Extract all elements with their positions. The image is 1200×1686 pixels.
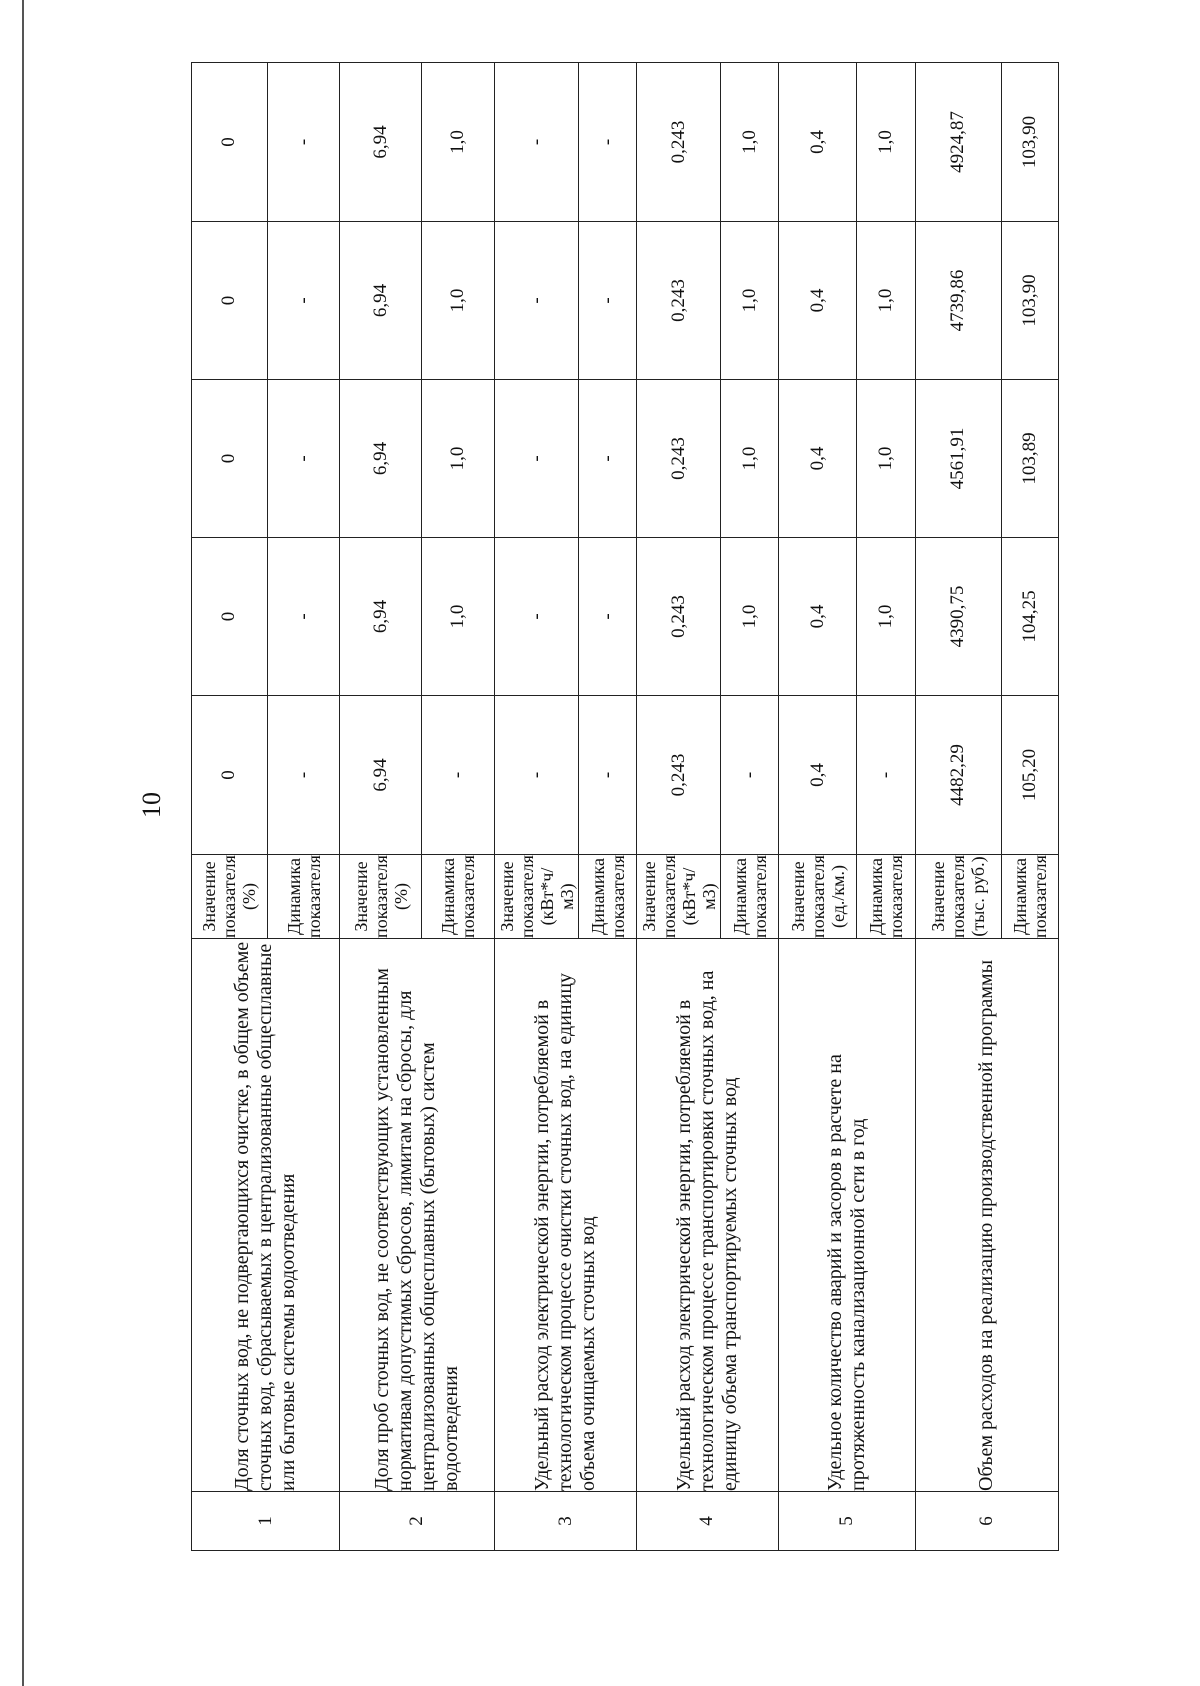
dynamics-cell: -: [579, 380, 637, 538]
value-cell: 4924,87: [915, 63, 1001, 222]
value-cell: -: [495, 696, 579, 855]
value-cell: -: [495, 222, 579, 380]
dynamics-label: Динамика показателя: [422, 855, 495, 939]
page-number: 10: [137, 792, 166, 818]
dynamics-cell: 1,0: [422, 63, 495, 222]
dynamics-cell: 1,0: [857, 222, 915, 380]
dynamics-cell: -: [579, 63, 637, 222]
indicator-description: Доля проб сточных вод, не соответствующих установленным нормативам допустимых сбросов, лимитам на сбросы, для централизованных общесплавных (бытовых) систем водоотведения: [340, 939, 495, 1492]
value-cell: 0: [192, 63, 268, 222]
value-cell: 0,4: [778, 380, 857, 538]
dynamics-cell: -: [267, 222, 340, 380]
dynamics-cell: 1,0: [422, 222, 495, 380]
dynamics-cell: 1,0: [721, 63, 778, 222]
value-cell: 0,243: [637, 63, 721, 222]
row-number: 5: [778, 1492, 915, 1551]
dynamics-cell: -: [857, 696, 915, 855]
dynamics-label: Динамика показателя: [857, 855, 915, 939]
scan-edge-line: [22, 0, 24, 1686]
table-row: [495, 63, 579, 1551]
dynamics-cell: -: [267, 380, 340, 538]
indicator-description: Удельный расход электрической энергии, потребляемой в технологическом процессе очистки сточных вод, на единицу объема очищаемых сточных вод: [495, 939, 637, 1492]
dynamics-cell: 1,0: [422, 380, 495, 538]
row-number: 4: [637, 1492, 778, 1551]
table-row: [637, 63, 721, 1551]
value-cell: 0: [192, 380, 268, 538]
indicator-description: Удельный расход электрической энергии, потребляемой в технологическом процессе транспортировки сточных вод, на единицу объема транспортируемых сточных вод: [637, 939, 778, 1492]
dynamics-label: Динамика показателя: [579, 855, 637, 939]
dynamics-cell: -: [422, 696, 495, 855]
dynamics-cell: -: [267, 538, 340, 696]
row-number: 2: [340, 1492, 495, 1551]
value-cell: -: [495, 63, 579, 222]
value-cell: 6,94: [340, 222, 422, 380]
value-cell: -: [495, 538, 579, 696]
value-cell: 0: [192, 222, 268, 380]
dynamics-cell: 1,0: [422, 538, 495, 696]
value-label: Значение показателя (%): [192, 855, 268, 939]
dynamics-cell: 103,89: [1001, 380, 1058, 538]
value-cell: -: [495, 380, 579, 538]
value-cell: 4561,91: [915, 380, 1001, 538]
dynamics-cell: -: [721, 696, 778, 855]
value-cell: 0,4: [778, 538, 857, 696]
value-cell: 0,4: [778, 222, 857, 380]
dynamics-cell: 1,0: [721, 538, 778, 696]
value-cell: 6,94: [340, 380, 422, 538]
value-cell: 0,4: [778, 696, 857, 855]
table-row: [778, 63, 857, 1551]
dynamics-cell: 104,25: [1001, 538, 1058, 696]
value-cell: 0,4: [778, 63, 857, 222]
indicator-description: Доля сточных вод, не подвергающихся очистке, в общем объеме сточных вод, сбрасываемых в централизованные общесплавные или бытовые системы водоотведения: [192, 939, 340, 1492]
value-cell: 0: [192, 538, 268, 696]
row-number: 6: [915, 1492, 1058, 1551]
value-cell: 0: [192, 696, 268, 855]
dynamics-cell: 103,90: [1001, 63, 1058, 222]
dynamics-cell: -: [267, 63, 340, 222]
dynamics-cell: 1,0: [857, 380, 915, 538]
value-label: Значение показателя (ед./км.): [778, 855, 857, 939]
dynamics-cell: 1,0: [721, 222, 778, 380]
value-cell: 4739,86: [915, 222, 1001, 380]
value-label: Значение показателя (тыс. руб.): [915, 855, 1001, 939]
table-row: [192, 63, 268, 1551]
dynamics-cell: 105,20: [1001, 696, 1058, 855]
value-cell: 6,94: [340, 696, 422, 855]
value-cell: 4482,29: [915, 696, 1001, 855]
value-cell: 4390,75: [915, 538, 1001, 696]
dynamics-cell: -: [579, 538, 637, 696]
value-cell: 0,243: [637, 696, 721, 855]
rotated-table-wrapper: [191, 63, 1059, 1551]
table-row: [340, 63, 422, 1551]
indicator-description: Удельное количество аварий и засоров в расчете на протяженность канализационной сети в год: [778, 939, 915, 1492]
indicator-description: Объем расходов на реализацию производственной программы: [915, 939, 1058, 1492]
value-cell: 0,243: [637, 380, 721, 538]
value-label: Значение показателя (%): [340, 855, 422, 939]
indicators-table: [191, 62, 1059, 1551]
dynamics-cell: -: [267, 696, 340, 855]
dynamics-cell: 1,0: [857, 538, 915, 696]
value-cell: 0,243: [637, 222, 721, 380]
value-cell: 6,94: [340, 63, 422, 222]
dynamics-label: Динамика показателя: [267, 855, 340, 939]
value-label: Значение показателя (кВт*ч/м3): [637, 855, 721, 939]
dynamics-cell: 103,90: [1001, 222, 1058, 380]
table-body: [192, 63, 1059, 1551]
table-row: [915, 63, 1001, 1551]
dynamics-label: Динамика показателя: [1001, 855, 1058, 939]
dynamics-cell: 1,0: [721, 380, 778, 538]
value-cell: 6,94: [340, 538, 422, 696]
dynamics-cell: -: [579, 222, 637, 380]
row-number: 1: [192, 1492, 340, 1551]
dynamics-cell: -: [579, 696, 637, 855]
value-label: Значение показателя (кВт*ч/м3): [495, 855, 579, 939]
value-cell: 0,243: [637, 538, 721, 696]
dynamics-cell: 1,0: [857, 63, 915, 222]
dynamics-label: Динамика показателя: [721, 855, 778, 939]
row-number: 3: [495, 1492, 637, 1551]
